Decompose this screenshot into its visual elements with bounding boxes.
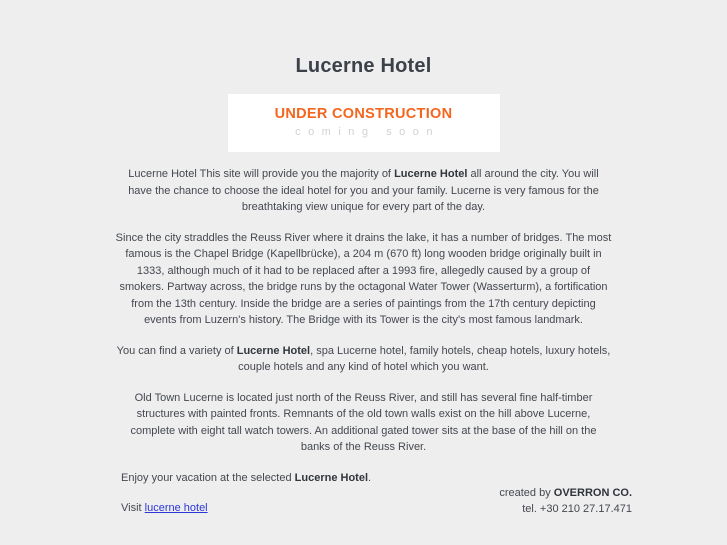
paragraph-enjoy-text-2: . [368,471,372,484]
paragraph-intro-text-1: Lucerne Hotel This site will provide you the majority of [128,168,395,180]
paragraph-intro-bold: Lucerne Hotel [394,168,468,180]
paragraph-variety-text-1: You can find a variety of [116,344,237,357]
under-construction-banner-wrap [0,94,727,152]
page-title: Lucerne Hotel [295,55,432,77]
footer-credit-line [499,485,632,501]
visit-label: Visit [121,502,145,514]
footer [499,485,632,517]
under-construction-banner [228,94,500,152]
paragraph-variety-text-2: , spa Lucerne hotel, family hotels, cheap hotels, luxury hotels, couple hotels and any kind of hotel which you want. [238,344,611,373]
paragraph-variety [115,343,612,376]
paragraph-enjoy [115,470,612,487]
paragraph-intro [115,166,612,216]
content-body [115,152,612,517]
footer-created-by-label: created by [499,487,554,499]
under-construction-headline: UNDER CONSTRUCTION [274,106,453,122]
footer-company-name: OVERRON CO. [553,487,632,499]
paragraph-intro-text-2: all around the city. You will have the chance to choose the ideal hotel for you and your family. Lucerne is very famous for the breathtaking view unique for every part of the day. [128,168,599,213]
footer-telephone: tel. +30 210 27.17.471 [522,503,632,515]
paragraph-enjoy-bold: Lucerne Hotel [294,471,369,484]
paragraph-old-town: Old Town Lucerne is located just north of the Reuss River, and still has several fine half-timber structures with painted fronts. Remnants of the old town walls exist on the hill above Lucerne, complete with eight tall watch towers. An additional gated tower sits at the base of the hill on the banks of the Reuss River. [130,391,597,453]
paragraph-enjoy-text-1: Enjoy your vacation at the selected [121,471,295,484]
coming-soon-subline: coming soon [295,126,440,138]
paragraph-variety-bold: Lucerne Hotel [236,344,311,357]
lucerne-hotel-link[interactable]: lucerne hotel [144,502,208,514]
paragraph-bridges: Since the city straddles the Reuss River where it drains the lake, it has a number of bridges. The most famous is the Chapel Bridge (Kapellbrücke), a 204 m (670 ft) long wooden bridge originally built in 1333, although much of it had to be replaced after a 1993 fire, allegedly caused by a group of smokers. Partway across, the bridge runs by the octagonal Water Tower (Wasserturm), a fortification from the 13th century. Inside the bridge are a series of paintings from the 17th century depicting events from Luzern's history. The Bridge with its Tower is the city's most famous landmark. [115,231,612,326]
